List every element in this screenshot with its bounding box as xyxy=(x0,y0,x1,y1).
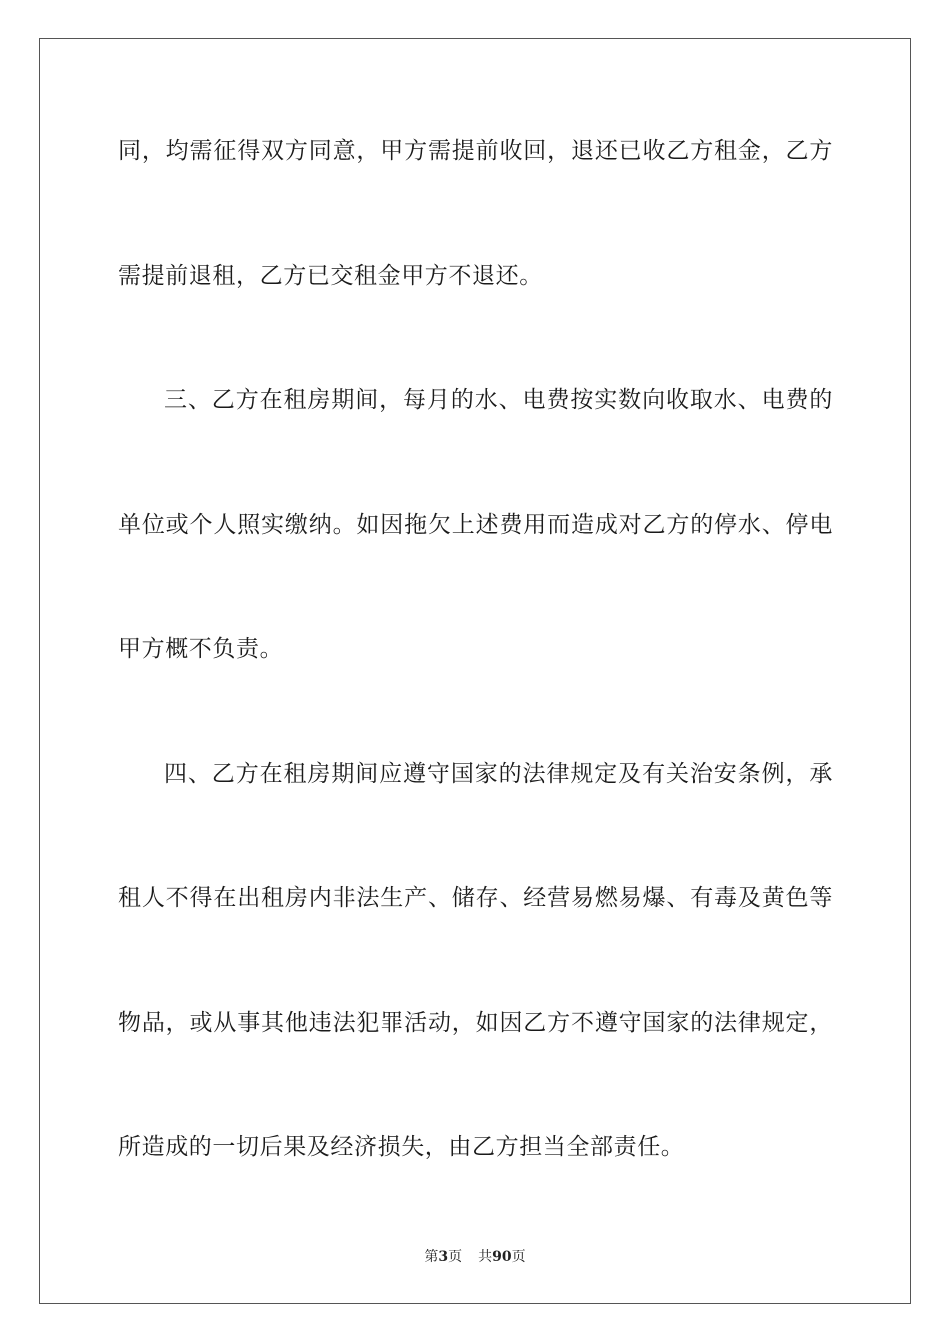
body-line-8: 物品，或从事其他违法犯罪活动，如因乙方不遵守国家的法律规定， xyxy=(118,1010,833,1036)
footer-total-prefix: 共 xyxy=(478,1249,493,1265)
footer-total-pages: 90 xyxy=(492,1249,512,1265)
footer-current-page: 3 xyxy=(438,1249,449,1265)
body-line-4: 单位或个人照实缴纳。如因拖欠上述费用而造成对乙方的停水、停电 xyxy=(118,512,833,538)
body-line-3: 三、乙方在租房期间，每月的水、电费按实数向收取水、电费的 xyxy=(164,387,833,413)
footer-page-prefix: 第 xyxy=(424,1249,439,1265)
body-line-9: 所造成的一切后果及经济损失，由乙方担当全部责任。 xyxy=(118,1134,685,1160)
page-footer xyxy=(0,1247,950,1267)
body-line-7: 租人不得在出租房内非法生产、储存、经营易燃易爆、有毒及黄色等 xyxy=(118,885,833,911)
footer-page-suffix: 页 xyxy=(448,1249,463,1265)
page-border xyxy=(39,38,911,1304)
body-line-2: 需提前退租，乙方已交租金甲方不退还。 xyxy=(118,263,543,289)
body-line-1: 同，均需征得双方同意，甲方需提前收回，退还已收乙方租金，乙方 xyxy=(118,138,833,164)
body-line-5: 甲方概不负责。 xyxy=(118,636,284,662)
body-line-6: 四、乙方在租房期间应遵守国家的法律规定及有关治安条例，承 xyxy=(164,761,833,787)
footer-total-suffix: 页 xyxy=(511,1249,526,1265)
